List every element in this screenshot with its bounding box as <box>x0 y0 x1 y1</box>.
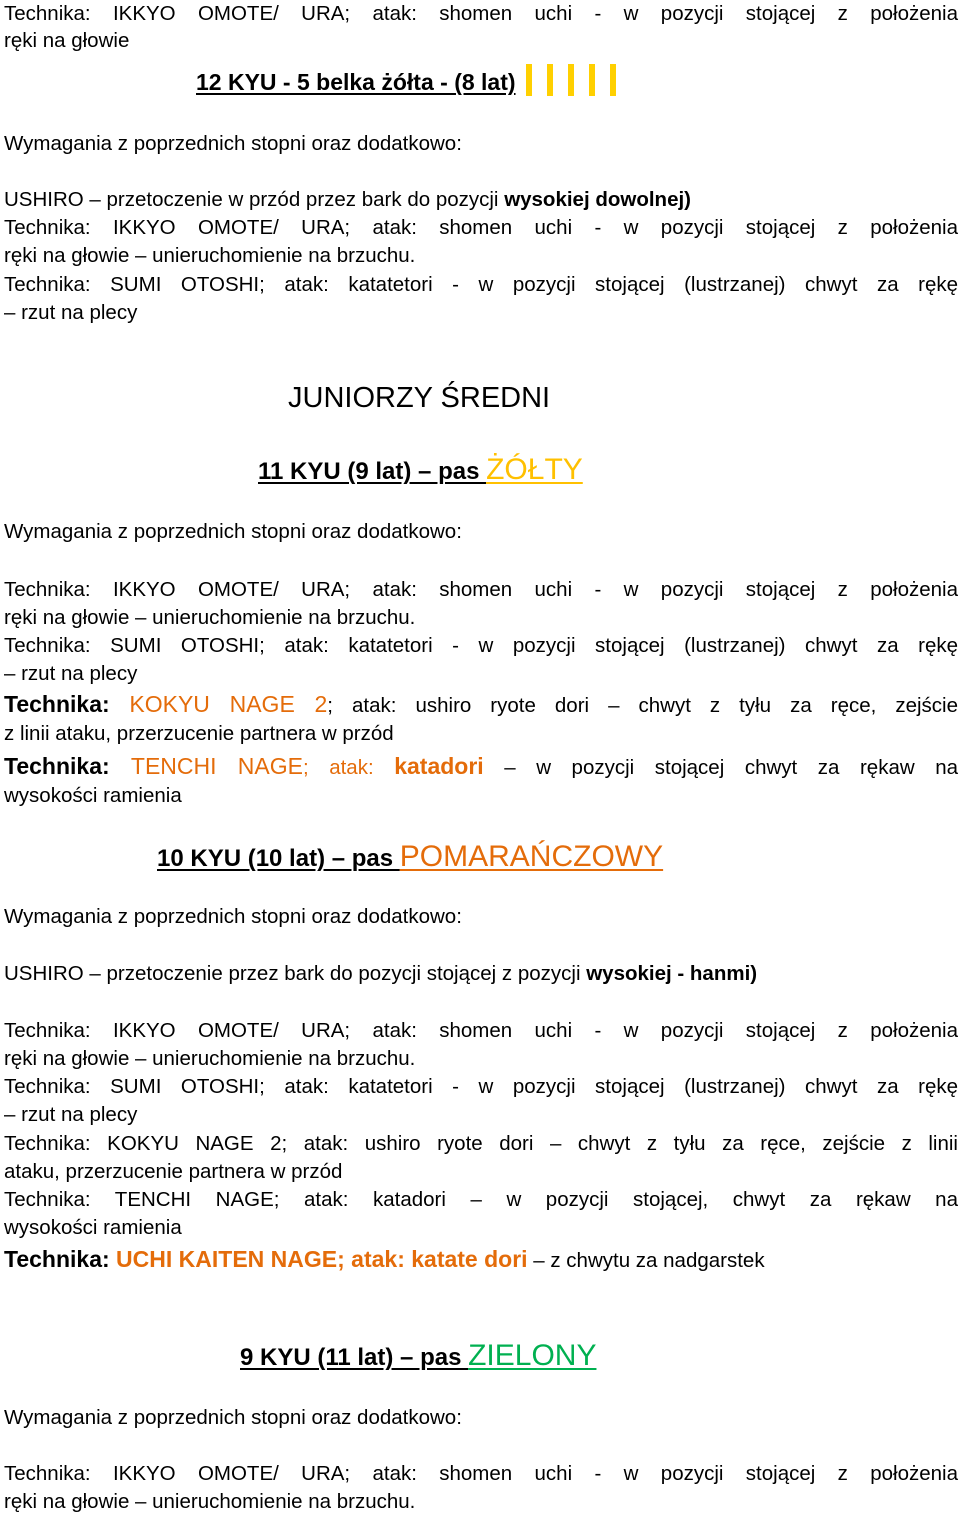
top-technique-line-2: ręki na głowie <box>4 29 130 52</box>
kyu10-tenchi-line-1: Technika: TENCHI NAGE; atak: katadori – w pozycji stojącej, chwyt za rękaw na <box>4 1188 958 1211</box>
kyu11-tenchi-line-2: wysokości ramienia <box>4 784 182 807</box>
kyu12-ikkyo-line-1: Technika: IKKYO OMOTE/ URA; atak: shomen uchi - w pozycji stojącej z położenia <box>4 216 958 239</box>
kyu10-uchi-name: UCHI KAITEN NAGE; atak: katate dori <box>116 1246 528 1272</box>
kyu9-belt: ZIELONY <box>468 1339 597 1372</box>
kyu10-kokyu-line-2: ataku, przerzucenie partnera w przód <box>4 1160 343 1183</box>
kyu10-ikkyo-line-1: Technika: IKKYO OMOTE/ URA; atak: shomen uchi - w pozycji stojącej z położenia <box>4 1019 958 1042</box>
kyu12-ikkyo-line-2: ręki na głowie – unieruchomienie na brzuchu. <box>4 244 416 267</box>
kyu11-kokyu-rest: ; atak: ushiro ryote dori – chwyt z tyłu za ręce, zejście <box>327 694 959 717</box>
kyu10-requirements: Wymagania z poprzednich stopni oraz dodatkowo: <box>4 905 462 928</box>
kyu11-sumi-line-1: Technika: SUMI OTOSHI; atak: katatetori - w pozycji stojącej (lustrzanej) chwyt za rękę <box>4 634 958 657</box>
kyu11-tenchi-rest: – w pozycji stojącej chwyt za rękaw na <box>483 756 959 779</box>
kyu10-belt: POMARAŃCZOWY <box>399 840 664 873</box>
kyu11-heading-text: 11 KYU (9 lat) – pas <box>258 458 487 485</box>
kyu9-ikkyo-line-1: Technika: IKKYO OMOTE/ URA; atak: shomen uchi - w pozycji stojącej z położenia <box>4 1462 958 1485</box>
top-technique-line-1: Technika: IKKYO OMOTE/ URA; atak: shomen uchi - w pozycji stojącej z położenia <box>4 2 958 25</box>
kyu12-heading-text: 12 KYU - 5 belka żółta - (8 lat) <box>196 69 516 95</box>
kyu10-heading-text: 10 KYU (10 lat) – pas <box>157 845 400 872</box>
kyu11-tenchi-name: TENCHI NAGE <box>130 753 303 779</box>
kyu10-sumi-line-2: – rzut na plecy <box>4 1103 138 1126</box>
kyu11-ikkyo-line-2: ręki na głowie – unieruchomienie na brzuchu. <box>4 606 416 629</box>
kyu11-sumi-line-2: – rzut na plecy <box>4 662 138 685</box>
kyu12-ushiro <box>0 186 960 214</box>
kyu12-stripes <box>526 64 631 103</box>
kyu11-ikkyo-line-1: Technika: IKKYO OMOTE/ URA; atak: shomen uchi - w pozycji stojącej z położenia <box>4 578 958 601</box>
kyu11-belt: ŻÓŁTY <box>486 453 583 486</box>
kyu10-heading <box>0 842 960 874</box>
kyu12-ushiro-text: USHIRO – przetoczenie w przód przez bark do pozycji <box>4 188 505 211</box>
kyu10-sumi-line-1: Technika: SUMI OTOSHI; atak: katatetori - w pozycji stojącej (lustrzanej) chwyt za rękę <box>4 1075 958 1098</box>
kyu11-requirements: Wymagania z poprzednich stopni oraz dodatkowo: <box>4 520 462 543</box>
kyu12-ushiro-bold: wysokiej dowolnej) <box>504 188 691 211</box>
kyu10-uchi-line <box>0 1245 960 1275</box>
kyu12-sumi-line-1: Technika: SUMI OTOSHI; atak: katatetori - w pozycji stojącej (lustrzanej) chwyt za rękę <box>4 273 958 296</box>
kyu9-ikkyo-line-2: ręki na głowie – unieruchomienie na brzuchu. <box>4 1490 416 1513</box>
kyu10-ushiro-text: USHIRO – przetoczenie przez bark do pozycji stojącej z pozycji <box>4 962 587 985</box>
stripe-3 <box>568 64 574 96</box>
kyu11-kokyu-line-1 <box>0 690 960 720</box>
kyu11-tenchi-label: Technika: <box>4 753 131 779</box>
kyu12-heading <box>0 64 960 103</box>
kyu9-heading <box>0 1341 960 1373</box>
kyu11-tenchi-attack: katadori <box>394 753 484 779</box>
kyu11-tenchi-atak: ; atak: <box>302 756 395 779</box>
kyu10-uchi-rest: – z chwytu za nadgarstek <box>527 1249 765 1272</box>
kyu10-ushiro <box>0 960 960 988</box>
kyu10-ushiro-bold: wysokiej - hanmi) <box>586 962 758 985</box>
kyu12-requirements: Wymagania z poprzednich stopni oraz dodatkowo: <box>4 132 462 155</box>
kyu9-requirements: Wymagania z poprzednich stopni oraz dodatkowo: <box>4 1406 462 1429</box>
section-title-juniors: JUNIORZY ŚREDNI <box>288 382 551 414</box>
stripe-1 <box>526 64 532 96</box>
stripe-4 <box>589 64 595 96</box>
kyu11-tenchi-line-1 <box>0 752 960 782</box>
kyu11-kokyu-label: Technika: <box>4 691 130 717</box>
stripe-5 <box>610 64 616 96</box>
kyu9-heading-text: 9 KYU (11 lat) – pas <box>240 1344 469 1371</box>
kyu10-kokyu-line-1: Technika: KOKYU NAGE 2; atak: ushiro ryote dori – chwyt z tyłu za ręce, zejście z linii <box>4 1132 958 1155</box>
kyu10-uchi-label: Technika: <box>4 1246 117 1272</box>
kyu11-kokyu-line-2: z linii ataku, przerzucenie partnera w przód <box>4 722 394 745</box>
kyu10-ikkyo-line-2: ręki na głowie – unieruchomienie na brzuchu. <box>4 1047 416 1070</box>
kyu11-kokyu-name: KOKYU NAGE 2 <box>129 691 328 717</box>
kyu10-tenchi-line-2: wysokości ramienia <box>4 1216 182 1239</box>
stripe-2 <box>547 64 553 96</box>
kyu12-sumi-line-2: – rzut na plecy <box>4 301 138 324</box>
kyu11-heading <box>0 455 960 487</box>
